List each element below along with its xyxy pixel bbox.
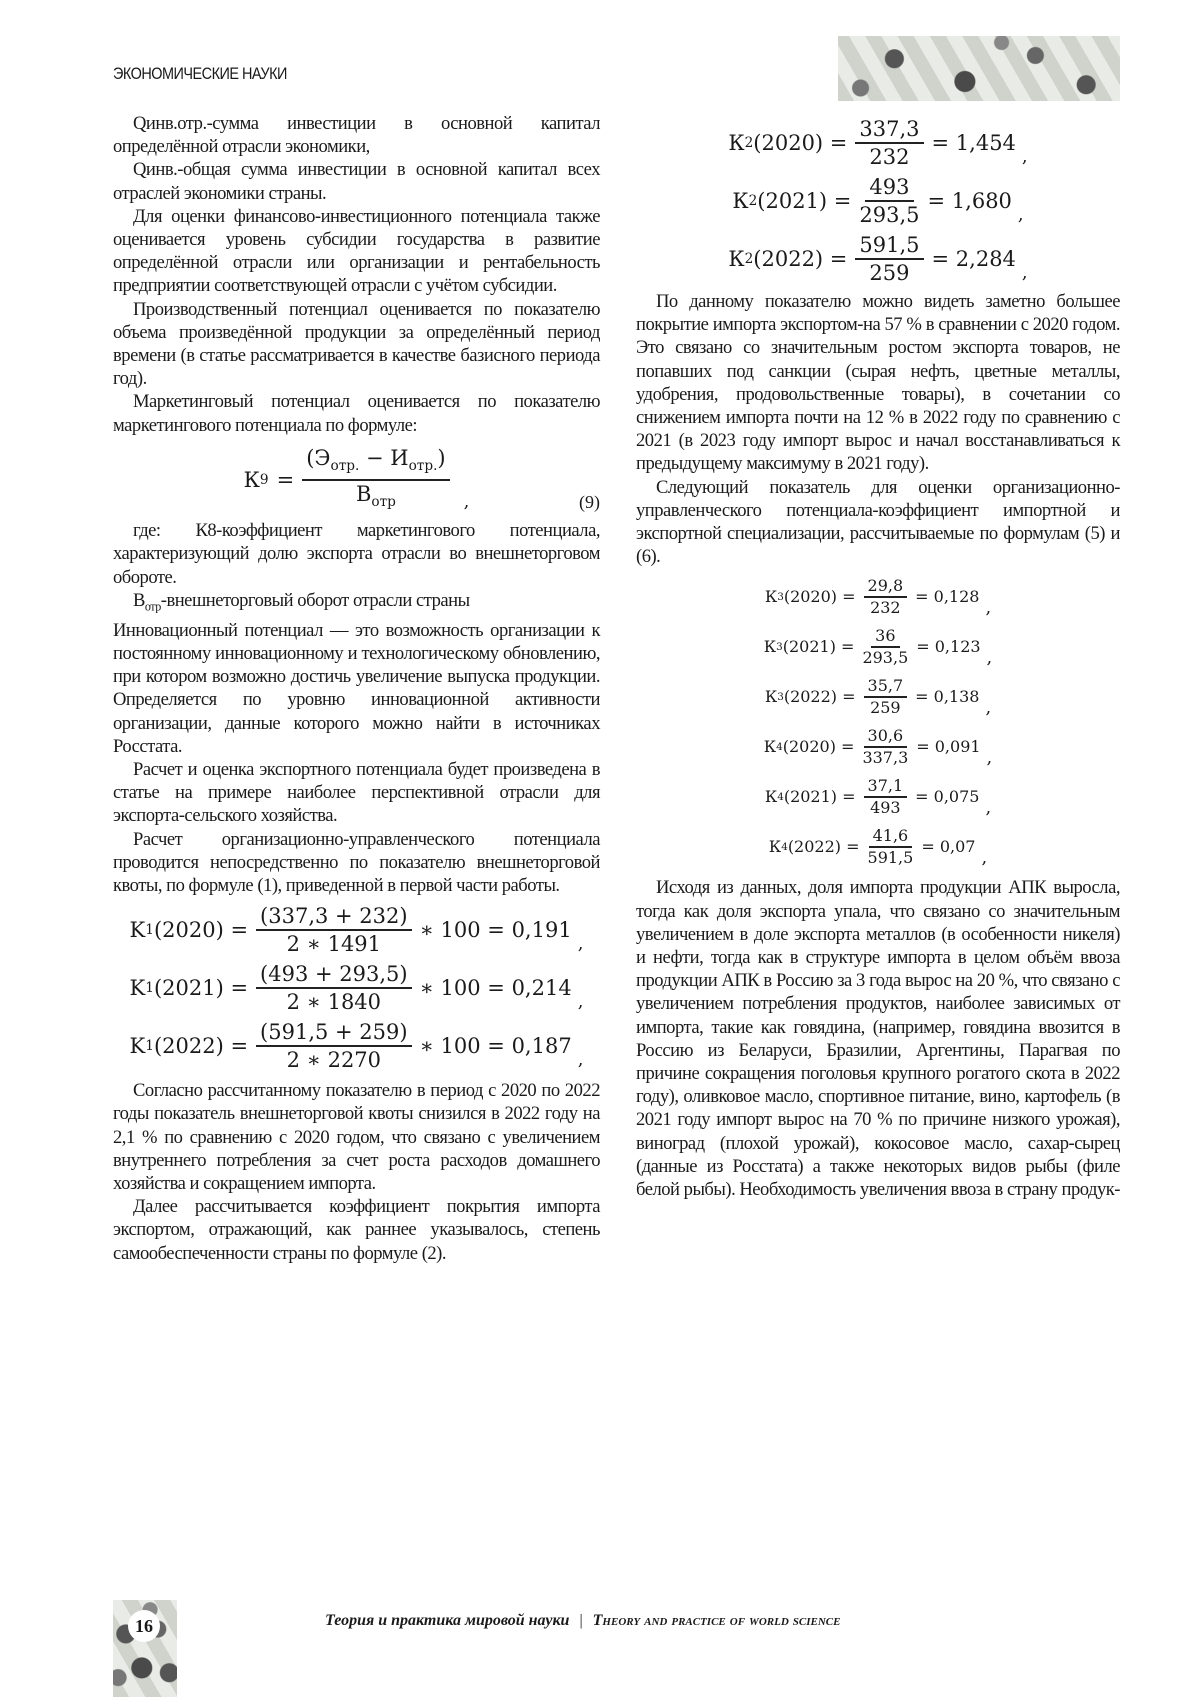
comma: , bbox=[987, 648, 993, 668]
equals-sign: = bbox=[277, 467, 295, 493]
formula-den: 259 bbox=[870, 698, 901, 718]
paragraph: Следующий показатель для оценки организационно-управленческого потенциала-коэффициент импортной и экспортной специализации, рассчитываемые по формулам (5) и (6). bbox=[636, 476, 1120, 569]
paragraph: Qинв.отр.-сумма инвестиции в основной капитал определённой отрасли экономики, bbox=[113, 112, 600, 158]
formula-sub: 4 bbox=[781, 837, 788, 857]
formula-k1-group bbox=[113, 903, 600, 1073]
formula-k3-k4-group bbox=[636, 576, 1120, 868]
formula-year: (2020) = bbox=[783, 737, 855, 757]
formula-num: 493 bbox=[865, 174, 913, 202]
formula-num: 30,6 bbox=[864, 726, 908, 748]
formula-num: (493 + 293,5) bbox=[256, 961, 412, 989]
comma: , bbox=[464, 489, 470, 515]
formula-k2-group bbox=[636, 116, 1120, 286]
formula-sub: 3 bbox=[777, 587, 784, 607]
formula-den: 2 ∗ 1840 bbox=[287, 989, 381, 1015]
formula-symbol: К bbox=[765, 687, 777, 707]
formula bbox=[636, 576, 1120, 618]
paragraph: Расчет и оценка экспортного потенциала будет произведена в статье на примере наиболее перспективной отрасли для экспорта-сельского хозяйства. bbox=[113, 758, 600, 828]
paragraph: Производственный потенциал оценивается по показателю объема произведённой продукции за определённый период времени (в статье рассматривается в качестве базисного периода год). bbox=[113, 298, 600, 391]
formula-num: 41,6 bbox=[869, 826, 913, 848]
formula-result: = 1,680 bbox=[928, 188, 1012, 214]
formula-year: (2021) = bbox=[784, 787, 856, 807]
formula-den: 591,5 bbox=[868, 848, 914, 868]
formula-result: = 0,091 bbox=[916, 737, 980, 757]
formula-num: ) bbox=[437, 446, 445, 470]
paragraph bbox=[113, 589, 600, 619]
symbol: В bbox=[133, 590, 145, 611]
comma: , bbox=[1022, 144, 1028, 170]
formula-symbol: К bbox=[244, 467, 260, 493]
formula bbox=[636, 174, 1120, 228]
formula bbox=[636, 232, 1120, 286]
paragraph: Qинв.-общая сумма инвестиции в основной капитал всех отраслей экономики страны. bbox=[113, 158, 600, 204]
comma: , bbox=[578, 989, 584, 1015]
formula-den: В bbox=[356, 482, 371, 506]
comma: , bbox=[1018, 202, 1024, 228]
formula bbox=[636, 826, 1120, 868]
comma: , bbox=[981, 848, 987, 868]
formula-symbol: К bbox=[728, 246, 744, 272]
formula-symbol: К bbox=[769, 837, 781, 857]
formula-year: (2022) = bbox=[788, 837, 860, 857]
formula-num: (Э bbox=[306, 446, 330, 470]
formula bbox=[113, 961, 600, 1015]
formula-sub: отр bbox=[371, 494, 396, 510]
formula-num: 35,7 bbox=[864, 676, 908, 698]
formula-symbol: К bbox=[765, 787, 777, 807]
formula-year: (2021) = bbox=[154, 975, 248, 1001]
formula-result: = 0,138 bbox=[915, 687, 979, 707]
formula-num: (337,3 + 232) bbox=[256, 903, 412, 931]
formula-result: = 0,07 bbox=[921, 837, 975, 857]
formula-symbol: K bbox=[130, 975, 146, 1001]
formula-sub: 4 bbox=[777, 787, 784, 807]
paragraph: Инновационный потенциал — это возможность организации к постоянному инновационному и технологическому обновлению, при котором возможно достичь увеличение выпуска продукции. Определяется по уровню инновационной активности организации, данные которого можно найти в источниках Росстата. bbox=[113, 619, 600, 758]
formula-num: 29,8 bbox=[864, 576, 908, 598]
formula bbox=[113, 903, 600, 957]
formula-result: ∗ 100 = 0,187 bbox=[420, 1033, 572, 1059]
formula bbox=[636, 676, 1120, 718]
page-number: 16 bbox=[128, 1610, 160, 1642]
formula-num: 37,1 bbox=[864, 776, 908, 798]
separator: | bbox=[579, 1612, 582, 1629]
formula bbox=[113, 1019, 600, 1073]
formula-num: 337,3 bbox=[855, 116, 923, 144]
left-column bbox=[113, 112, 600, 1265]
comma: , bbox=[1022, 260, 1028, 286]
formula-year: (2021) = bbox=[757, 188, 851, 214]
formula-result: = 0,128 bbox=[915, 587, 979, 607]
comma: , bbox=[578, 1047, 584, 1073]
formula bbox=[636, 776, 1120, 818]
formula-year: (2020) = bbox=[784, 587, 856, 607]
formula-den: 337,3 bbox=[862, 748, 908, 768]
formula bbox=[636, 116, 1120, 170]
formula-den: 2 ∗ 2270 bbox=[287, 1047, 381, 1073]
formula-num: (591,5 + 259) bbox=[256, 1019, 412, 1047]
formula-symbol: К bbox=[728, 130, 744, 156]
right-column bbox=[636, 112, 1120, 1201]
journal-title-ru: Теория и практика мировой науки bbox=[325, 1612, 569, 1629]
formula-sub: 4 bbox=[776, 737, 783, 757]
formula-result: ∗ 100 = 0,191 bbox=[420, 917, 572, 943]
formula-9 bbox=[113, 445, 600, 515]
formula-den: 493 bbox=[870, 798, 901, 818]
formula-symbol: K bbox=[130, 917, 146, 943]
formula-result: = 2,284 bbox=[932, 246, 1016, 272]
paragraph: Исходя из данных, доля импорта продукции АПК выросла, тогда как доля экспорта упала, что связано со значительным увеличением в доле экспорта металлов (в особенности никеля) и нефти, тогда как в структуре импорта в целом объём ввоза продукции АПК в Россию за 3 года вырос на 20 %, что связано с увеличением потребления продуктов, наиболее зависимых от импорта, такие как говядина, (например, говядина ввозится в Россию из Беларуси, Бразилии, Аргентины, Парагвая по причине сокращения поголовья крупного рогатого скота в 2022 году), оливковое масло, спортивное питание, вино, картофель (в 2021 году импорт вырос на 70 % по причине низкого урожая), виноград (плохой урожай), кокосовое масло, сахар-сырец (данные из Росстата) а также некоторых видов рыбы (филе белой рыбы). Необходимость увеличения ввоза в страну продук- bbox=[636, 876, 1120, 1201]
symbol-sub: отр bbox=[145, 600, 161, 614]
formula-sub: 1 bbox=[145, 1033, 154, 1059]
comma: , bbox=[985, 798, 991, 818]
section-header: ЭКОНОМИЧЕСКИЕ НАУКИ bbox=[113, 64, 287, 84]
formula-den: 232 bbox=[869, 144, 909, 170]
formula-symbol: К bbox=[765, 587, 777, 607]
paragraph: По данному показателю можно видеть заметно большее покрытие импорта экспортом-на 57 % в сравнении с 2020 годом. Это связано со значительным ростом экспорта товаров, не попавших под санкции (сырая нефть, цветные металлы, удобрения, продовольственные товары), в сочетании со снижением импорта почти на 12 % в 2022 году по сравнению с 2021 (в 2023 году импорт вырос и начал восстанавливаться к предыдущему максимуму в 2021 году). bbox=[636, 290, 1120, 476]
formula bbox=[636, 726, 1120, 768]
formula-year: (2020) = bbox=[753, 130, 847, 156]
formula-year: (2022) = bbox=[753, 246, 847, 272]
comma: , bbox=[987, 748, 993, 768]
formula-year: (2022) = bbox=[784, 687, 856, 707]
formula-den: 293,5 bbox=[859, 202, 919, 228]
paragraph: Далее рассчитывается коэффициент покрытия импорта экспортом, отражающий, как раннее указывалось, степень самообеспеченности страны по формуле (2). bbox=[113, 1195, 600, 1265]
formula-number: (9) bbox=[579, 489, 600, 515]
formula-year: (2022) = bbox=[154, 1033, 248, 1059]
formula-sub: отр. bbox=[409, 458, 438, 474]
formula-sub: 2 bbox=[749, 188, 758, 214]
formula-symbol: К bbox=[764, 637, 776, 657]
formula-num: 591,5 bbox=[855, 232, 923, 260]
formula-year: (2020) = bbox=[154, 917, 248, 943]
paragraph: где: К8-коэффициент маркетингового потенциала, характеризующий долю экспорта отрасли во внешнеторговом обороте. bbox=[113, 519, 600, 589]
formula-result: = 0,075 bbox=[915, 787, 979, 807]
formula-den: 293,5 bbox=[862, 648, 908, 668]
formula bbox=[636, 626, 1120, 668]
formula-result: = 1,454 bbox=[932, 130, 1016, 156]
formula-sub: 2 bbox=[745, 246, 754, 272]
journal-footer bbox=[325, 1612, 840, 1630]
paragraph: Расчет организационно-управленческого потенциала проводится непосредственно по показателю внешнеторговой квоты, по формуле (1), приведенной в первой части работы. bbox=[113, 828, 600, 898]
formula-sub: 2 bbox=[745, 130, 754, 156]
formula-num: − И bbox=[359, 446, 408, 470]
formula-symbol: K bbox=[130, 1033, 146, 1059]
molecule-decoration-image bbox=[838, 36, 1120, 101]
formula-sub: отр. bbox=[330, 458, 359, 474]
formula-sub: 3 bbox=[776, 637, 783, 657]
paragraph: Маркетинговый потенциал оценивается по показателю маркетингового потенциала по формуле: bbox=[113, 390, 600, 436]
formula-year: (2021) = bbox=[783, 637, 855, 657]
paragraph: Согласно рассчитанному показателю в период с 2020 по 2022 годы показатель внешнеторговой квоты снизился в 2022 году на 2,1 % по сравнению с 2020 годом, что связано с увеличением внутреннего потребления за счет роста расходов домашнего хозяйства и сокращением импорта. bbox=[113, 1079, 600, 1195]
formula-den: 259 bbox=[869, 260, 909, 286]
comma: , bbox=[985, 598, 991, 618]
formula-symbol: К bbox=[764, 737, 776, 757]
formula-num: 36 bbox=[871, 626, 899, 648]
formula-sub: 1 bbox=[145, 975, 154, 1001]
formula-den: 232 bbox=[870, 598, 901, 618]
paragraph: Для оценки финансово-инвестиционного потенциала также оценивается уровень субсидии государства в развитие определённой отрасли или организации и рентабельность предприятии соответствующей отрасли с учётом субсидии. bbox=[113, 205, 600, 298]
formula-den: 2 ∗ 1491 bbox=[287, 931, 381, 957]
formula-sub: 3 bbox=[777, 687, 784, 707]
formula-symbol: К bbox=[732, 188, 748, 214]
journal-title-en: Theory and practice of world science bbox=[593, 1612, 841, 1629]
formula-result: ∗ 100 = 0,214 bbox=[420, 975, 572, 1001]
text: -внешнеторговый оборот отрасли страны bbox=[161, 590, 470, 611]
formula-result: = 0,123 bbox=[916, 637, 980, 657]
formula-sub: 1 bbox=[145, 917, 154, 943]
formula-sub: 9 bbox=[260, 467, 269, 493]
comma: , bbox=[578, 931, 584, 957]
comma: , bbox=[985, 698, 991, 718]
